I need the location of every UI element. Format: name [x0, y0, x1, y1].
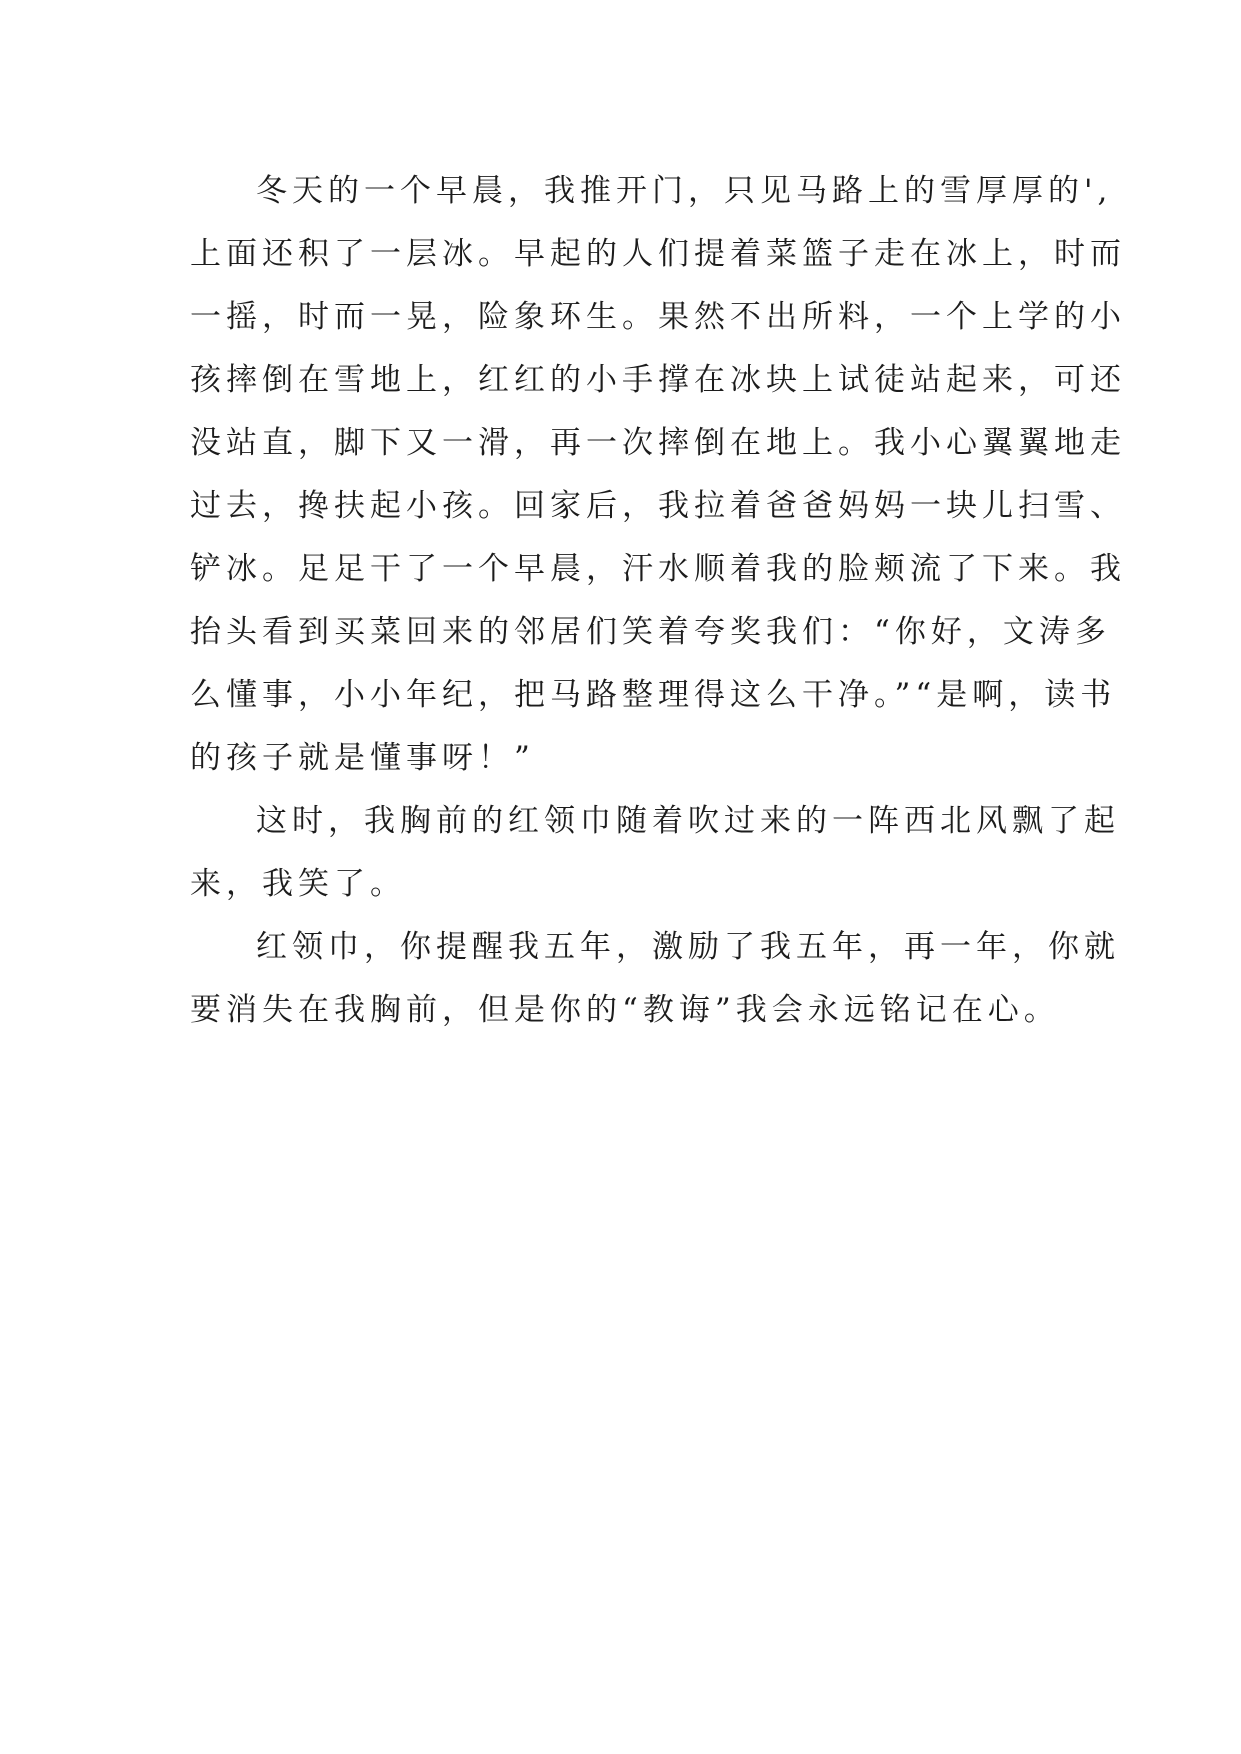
- text-line: 上面还积了一层冰。早起的人们提着菜篮子走在冰上，时而: [190, 236, 1126, 272]
- text-line: 冬天的一个早晨，我推开门，只见马路上的雪厚厚的',: [256, 173, 1113, 209]
- text-line: 铲冰。足足干了一个早晨，汗水顺着我的脸颊流了下来。我: [190, 551, 1126, 587]
- text-line: 过去，搀扶起小孩。回家后，我拉着爸爸妈妈一块儿扫雪、: [190, 488, 1126, 524]
- essay-body: [190, 160, 1126, 1042]
- text-line: 这时，我胸前的红领巾随着吹过来的一阵西北风飘了起: [256, 803, 1120, 839]
- paragraph-3: [190, 916, 1120, 1042]
- text-line: 抬头看到买菜回来的邻居们笑着夸奖我们：“你好，文涛多: [190, 614, 1111, 650]
- paragraph-1: [190, 160, 1126, 790]
- text-line: 么懂事，小小年纪，把马路整理得这么干净。”“是啊，读书: [190, 677, 1117, 713]
- text-line: 红领巾，你提醒我五年，激励了我五年，再一年，你就: [256, 929, 1120, 965]
- text-line: 一摇，时而一晃，险象环生。果然不出所料，一个上学的小: [190, 299, 1126, 335]
- text-line: 要消失在我胸前，但是你的“教诲”我会永远铭记在心。: [190, 992, 1060, 1028]
- text-line: 的孩子就是懂事呀！”: [190, 740, 535, 776]
- text-line: 没站直，脚下又一滑，再一次摔倒在地上。我小心翼翼地走: [190, 425, 1126, 461]
- paragraph-2: [190, 790, 1120, 916]
- text-line: 来，我笑了。: [190, 866, 406, 902]
- text-line: 孩摔倒在雪地上，红红的小手撑在冰块上试徒站起来，可还: [190, 362, 1126, 398]
